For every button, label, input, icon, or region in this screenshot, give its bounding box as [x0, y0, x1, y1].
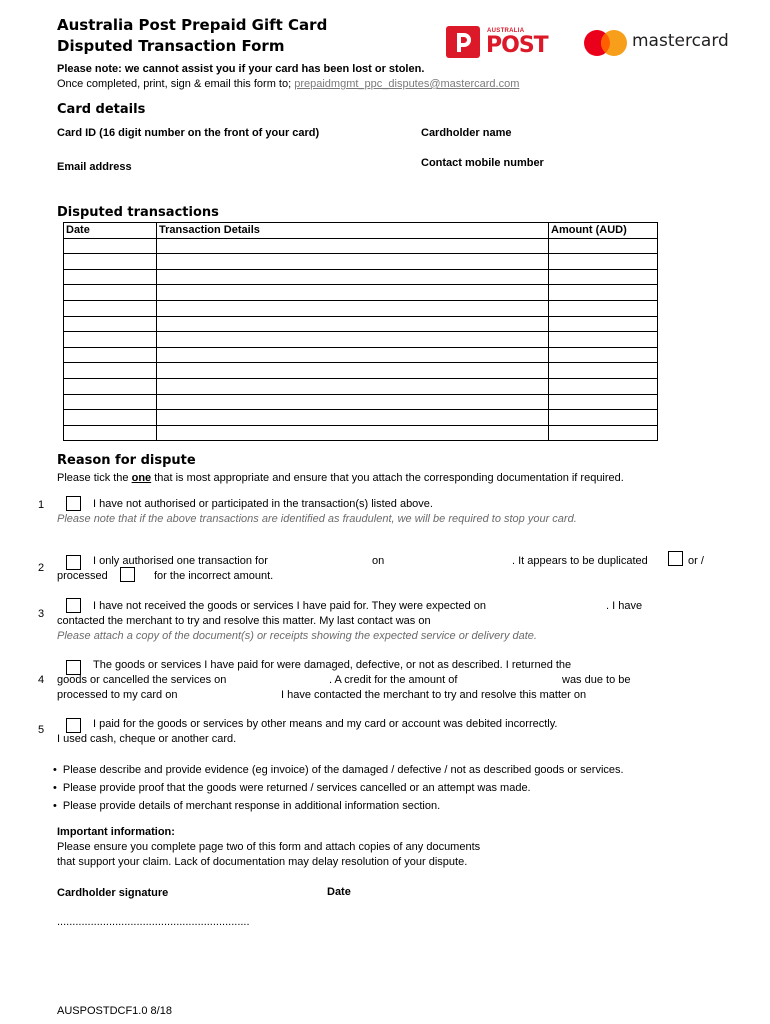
reason-5-text-a: I paid for the goods or services by other means and my card or account was debited incorrectly.	[93, 718, 558, 730]
table-row	[64, 378, 658, 394]
table-row	[64, 254, 658, 270]
reason-2-checkbox[interactable]	[66, 555, 81, 570]
disputed-transactions-heading: Disputed transactions	[57, 205, 219, 220]
important-line-2: that support your claim. Lack of documentation may delay resolution of your dispute.	[57, 856, 468, 868]
list-item: • Please provide details of merchant response in additional information section.	[53, 797, 624, 815]
amount-cell[interactable]	[549, 316, 658, 332]
reason-2-text-on: on	[372, 555, 385, 567]
mastercard-logo	[583, 29, 735, 57]
email-instruction-text: Once completed, print, sign & email this form to;	[57, 78, 292, 90]
auspost-icon	[446, 26, 480, 58]
reason-2-text-or: or /	[688, 555, 704, 567]
date-cell[interactable]	[64, 363, 157, 379]
date-cell[interactable]	[64, 394, 157, 410]
reason-instruction	[57, 472, 624, 484]
reason-3-text-a: I have not received the goods or services I have paid for. They were expected on	[93, 600, 486, 612]
title-line-2: Disputed Transaction Form	[57, 37, 285, 55]
reason-4-text-d: was due to be	[562, 674, 631, 686]
reason-4-text-b: goods or cancelled the services on	[57, 674, 227, 686]
reason-2-text-duplicated: . It appears to be duplicated	[512, 555, 648, 567]
amount-cell[interactable]	[549, 285, 658, 301]
date-cell[interactable]	[64, 238, 157, 254]
date-cell[interactable]	[64, 269, 157, 285]
table-row	[64, 425, 658, 441]
mastercard-circles-icon	[583, 29, 629, 57]
date-cell[interactable]	[64, 347, 157, 363]
reason-2-text-processed: processed	[57, 570, 108, 582]
reason-1-text: I have not authorised or participated in the transaction(s) listed above.	[93, 498, 433, 510]
date-label: Date	[327, 886, 351, 898]
reason-3-note: Please attach a copy of the document(s) or receipts showing the expected service or delivery date.	[57, 630, 537, 642]
reason-4-text-e: processed to my card on	[57, 689, 178, 701]
reason-2-text-a: I only authorised one transaction for	[93, 555, 268, 567]
important-heading: Important information:	[57, 826, 175, 838]
date-cell[interactable]	[64, 410, 157, 426]
details-column-header: Transaction Details	[157, 223, 549, 239]
date-cell[interactable]	[64, 425, 157, 441]
dispute-email-link[interactable]: prepaidmgmt_ppc_disputes@mastercard.com	[294, 78, 520, 90]
reason-4-text-a: The goods or services I have paid for were damaged, defective, or not as described. I returned the	[93, 659, 572, 671]
title-line-1: Australia Post Prepaid Gift Card	[57, 16, 328, 34]
reason-1-checkbox[interactable]	[66, 496, 81, 511]
instruction-text-post: that is most appropriate and ensure that you attach the corresponding documentation if required.	[151, 472, 624, 484]
reason-3-checkbox[interactable]	[66, 598, 81, 613]
details-cell[interactable]	[157, 254, 549, 270]
amount-column-header: Amount (AUD)	[549, 223, 658, 239]
form-title	[57, 15, 327, 57]
reason-2-number: 2	[38, 562, 45, 574]
amount-cell[interactable]	[549, 300, 658, 316]
details-cell[interactable]	[157, 300, 549, 316]
date-cell[interactable]	[64, 285, 157, 301]
amount-cell[interactable]	[549, 363, 658, 379]
auspost-small-text: AUSTRALIA	[487, 28, 525, 34]
reason-2-text-incorrect: for the incorrect amount.	[154, 570, 274, 582]
table-row	[64, 363, 658, 379]
reason-4-text-c: . A credit for the amount of	[329, 674, 458, 686]
date-column-header: Date	[64, 223, 157, 239]
amount-cell[interactable]	[549, 410, 658, 426]
amount-cell[interactable]	[549, 378, 658, 394]
date-cell[interactable]	[64, 300, 157, 316]
card-details-heading: Card details	[57, 102, 146, 117]
reason-1-number: 1	[38, 499, 45, 511]
reason-heading: Reason for dispute	[57, 453, 196, 468]
amount-cell[interactable]	[549, 425, 658, 441]
contact-mobile-label: Contact mobile number	[421, 157, 544, 169]
details-cell[interactable]	[157, 394, 549, 410]
duplicated-checkbox[interactable]	[668, 551, 683, 566]
reason-3-number: 3	[38, 608, 45, 620]
reason-5-text-b: I used cash, cheque or another card.	[57, 733, 237, 745]
reason-4-number: 4	[38, 674, 45, 686]
date-cell[interactable]	[64, 378, 157, 394]
details-cell[interactable]	[157, 238, 549, 254]
incorrect-amount-checkbox[interactable]	[120, 567, 135, 582]
date-cell[interactable]	[64, 332, 157, 348]
amount-cell[interactable]	[549, 394, 658, 410]
list-item: • Please describe and provide evidence (eg invoice) of the damaged / defective / not as described goods or services.	[53, 761, 624, 779]
table-row	[64, 410, 658, 426]
reason-4-text-f: I have contacted the merchant to try and resolve this matter on	[281, 689, 587, 701]
details-cell[interactable]	[157, 410, 549, 426]
transactions-table	[63, 222, 658, 441]
evidence-bullet-list	[53, 761, 624, 815]
reason-5-checkbox[interactable]	[66, 718, 81, 733]
mastercard-wordmark: mastercard	[632, 31, 729, 51]
auspost-big-text: POST	[486, 33, 548, 58]
reason-4-checkbox[interactable]	[66, 660, 81, 675]
signature-line[interactable]: ...............................................................	[57, 916, 250, 928]
signature-label: Cardholder signature	[57, 887, 169, 899]
instruction-one: one	[131, 472, 152, 484]
reason-3-text-b: . I have	[606, 600, 643, 612]
amount-cell[interactable]	[549, 332, 658, 348]
instruction-text-pre: Please tick the	[57, 472, 132, 484]
important-line-1: Please ensure you complete page two of this form and attach copies of any documents	[57, 841, 481, 853]
details-cell[interactable]	[157, 347, 549, 363]
table-row	[64, 332, 658, 348]
amount-cell[interactable]	[549, 347, 658, 363]
list-item: • Please provide proof that the goods were returned / services cancelled or an attempt was made.	[53, 779, 624, 797]
details-cell[interactable]	[157, 285, 549, 301]
table-row	[64, 394, 658, 410]
table-row	[64, 347, 658, 363]
auspost-logo	[446, 26, 548, 58]
email-address-label: Email address	[57, 161, 132, 173]
date-cell[interactable]	[64, 316, 157, 332]
table-header-row	[64, 223, 658, 239]
reason-3-text-c: contacted the merchant to try and resolve this matter. My last contact was on	[57, 615, 431, 627]
card-id-label: Card ID (16 digit number on the front of your card)	[57, 127, 320, 139]
form-code: AUSPOSTDCF1.0 8/18	[57, 1005, 172, 1017]
reason-1-note: Please note that if the above transactions are identified as fraudulent, we will be required to stop your card.	[57, 513, 577, 525]
table-row	[64, 238, 658, 254]
details-cell[interactable]	[157, 269, 549, 285]
email-instruction	[57, 78, 519, 90]
details-cell[interactable]	[157, 378, 549, 394]
amount-cell[interactable]	[549, 238, 658, 254]
details-cell[interactable]	[157, 363, 549, 379]
details-cell[interactable]	[157, 316, 549, 332]
table-row	[64, 269, 658, 285]
amount-cell[interactable]	[549, 269, 658, 285]
date-cell[interactable]	[64, 254, 157, 270]
details-cell[interactable]	[157, 425, 549, 441]
table-row	[64, 316, 658, 332]
table-row	[64, 300, 658, 316]
lost-stolen-note: Please note: we cannot assist you if your card has been lost or stolen.	[57, 63, 425, 75]
cardholder-name-label: Cardholder name	[421, 127, 512, 139]
reason-5-number: 5	[38, 724, 45, 736]
details-cell[interactable]	[157, 332, 549, 348]
amount-cell[interactable]	[549, 254, 658, 270]
table-row	[64, 285, 658, 301]
